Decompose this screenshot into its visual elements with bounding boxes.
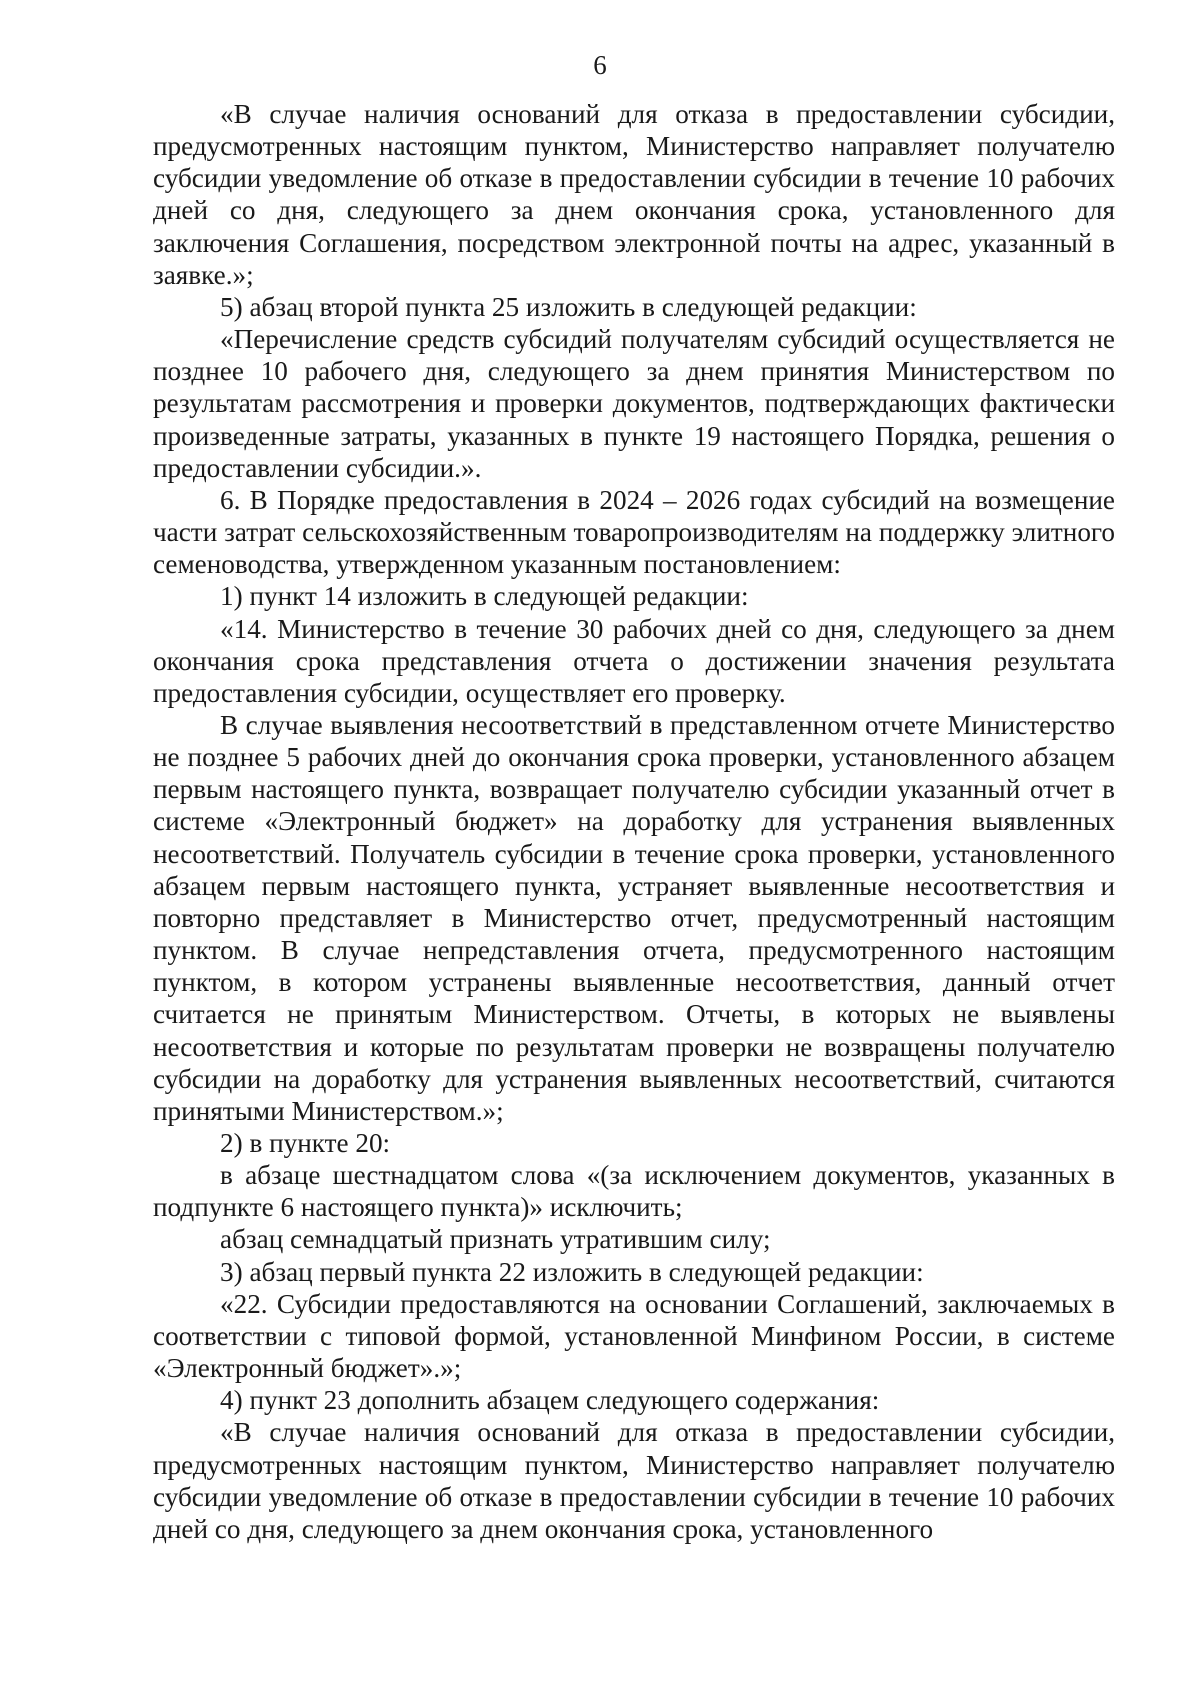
paragraph-section-6: 6. В Порядке предоставления в 2024 – 2026 годах субсидий на возмещение части затрат сельскохозяйственным товаропроизводителям на поддержку элитного семеноводства, утвержденном указанным постановлением: — [153, 484, 1115, 580]
paragraph-item-2: 2) в пункте 20: — [220, 1128, 391, 1158]
paragraph-item-1: 1) пункт 14 изложить в следующей редакции: — [220, 581, 749, 612]
paragraph-clause-14-quote: «14. Министерство в течение 30 рабочих дней со дня, следующего за днем окончания срока представления отчета о достижении значения результата предоставления субсидии, осуществляет его проверку. — [153, 613, 1115, 708]
page-number: 6 — [593, 50, 607, 80]
paragraph-refusal-notice-quote-2: «В случае наличия оснований для отказа в предоставлении субсидии, предусмотренных настоящим пунктом, Министерство направляет получателю субсидии уведомление об отказе в предоставлении субсидии в течение 10 рабочих дней со дня, следующего за днем окончания срока, установленного — [153, 1417, 1115, 1544]
document-body — [153, 98, 1115, 1545]
paragraph-item-5: 5) абзац второй пункта 25 изложить в следующей редакции: — [220, 291, 917, 322]
paragraph-clause-14-discrepancies: В случае выявления несоответствий в представленном отчете Министерство не позднее 5 рабочих дней до окончания срока проверки, установленного абзацем первым настоящего пункта, возвращает получателю субсидии указанный отчет в системе «Электронный бюджет» на доработку для устранения выявленных несоответствий. Получатель субсидии в течение срока проверки, установленного абзацем первым настоящего пункта, устраняет выявленные несоответствия и повторно представляет в Министерство отчет, предусмотренный настоящим пунктом. В случае непредставления отчета, предусмотренного настоящим пунктом, в котором устранены выявленные несоответствия, данный отчет считается не принятым Министерством. Отчеты, в которых не выявлены несоответствия и которые по результатам проверки не возвращены получателю субсидии на доработку для устранения выявленных несоответствий, считаются принятыми Министерством.»; — [153, 709, 1115, 1126]
paragraph-seventeenth-abzac: абзац семнадцатый признать утратившим силу; — [220, 1224, 771, 1255]
paragraph-item-3: 3) абзац первый пункта 22 изложить в следующей редакции: — [220, 1256, 924, 1287]
paragraph-sixteenth-abzac: в абзаце шестнадцатом слова «(за исключением документов, указанных в подпункте 6 настоящего пункта)» исключить; — [153, 1160, 1115, 1223]
paragraph-item-4: 4) пункт 23 дополнить абзацем следующего содержания: — [220, 1385, 880, 1416]
paragraph-refusal-notice-quote: «В случае наличия оснований для отказа в предоставлении субсидии, предусмотренных настоящим пунктом, Министерство направляет получателю субсидии уведомление об отказе в предоставлении субсидии в течение 10 рабочих дней со дня, следующего за днем окончания срока, установленного для заключения Соглашения, посредством электронной почты на адрес, указанный в заявке.»; — [153, 99, 1115, 290]
paragraph-clause-22-quote: «22. Субсидии предоставляются на основании Соглашений, заключаемых в соответствии с типовой формой, установленной Минфином России, в системе «Электронный бюджет».»; — [153, 1288, 1115, 1384]
paragraph-transfer-quote: «Перечисление средств субсидий получателям субсидий осуществляется не позднее 10 рабочего дня, следующего за днем принятия Министерством по результатам рассмотрения и проверки документов, подтверждающих фактически произведенные затраты, указанных в пункте 19 настоящего Порядка, решения о предоставлении субсидии.». — [153, 324, 1115, 483]
